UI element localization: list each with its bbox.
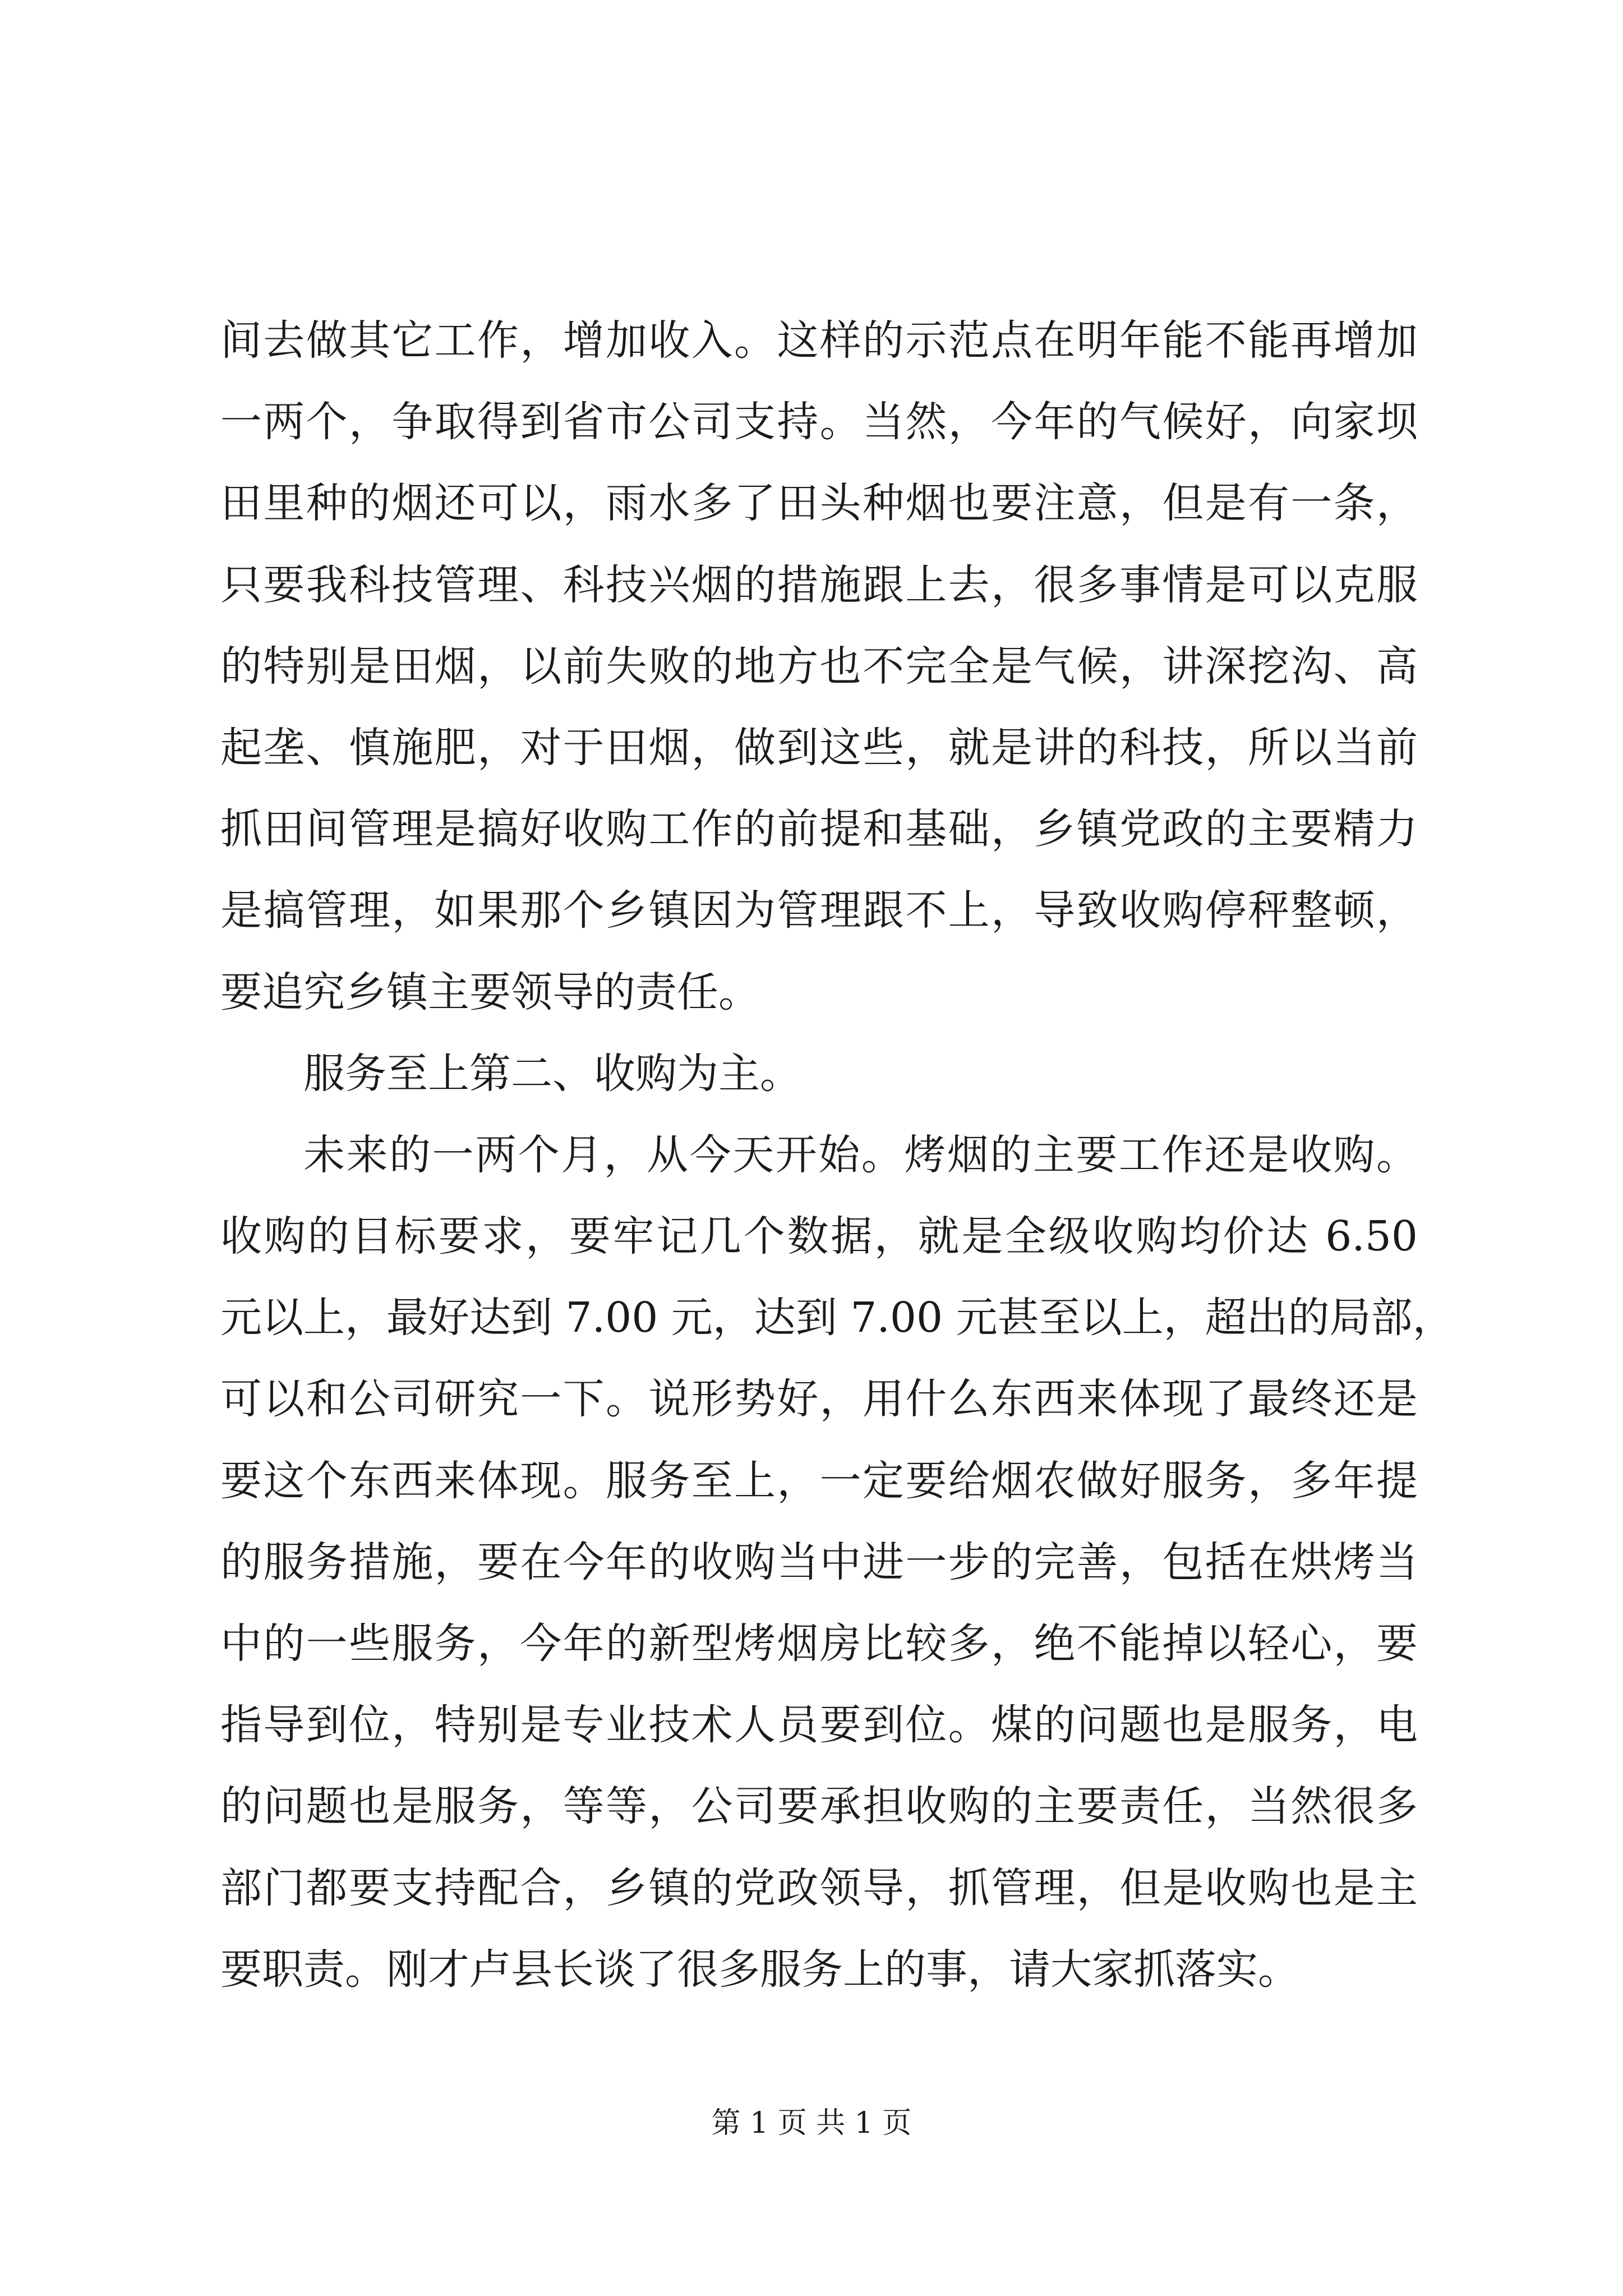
- text-line: 中的一些服务，今年的新型烤烟房比较多，绝不能掉以轻心，要: [220, 1619, 1418, 1668]
- text-line: 抓田间管理是搞好收购工作的前提和基础，乡镇党政的主要精力: [220, 805, 1418, 854]
- text-line: 田里种的烟还可以，雨水多了田头种烟也要注意，但是有一条，: [220, 479, 1418, 528]
- text-line: 指导到位，特别是专业技术人员要到位。煤的问题也是服务，电: [220, 1701, 1418, 1750]
- text-line: 一两个，争取得到省市公司支持。当然，今年的气候好，向家坝: [220, 398, 1418, 447]
- text-line: 是搞管理，如果那个乡镇因为管理跟不上，导致收购停秤整顿，: [220, 886, 1418, 935]
- text-line: 间去做其它工作，增加收入。这样的示范点在明年能不能再增加: [220, 316, 1418, 365]
- section-heading: 服务至上第二、收购为主。: [303, 1049, 801, 1098]
- text-line: 的特别是田烟，以前失败的地方也不完全是气候，讲深挖沟、高: [220, 642, 1418, 691]
- text-line: 部门都要支持配合，乡镇的党政领导，抓管理，但是收购也是主: [220, 1864, 1418, 1912]
- body-text: [220, 300, 1454, 2010]
- text-line: 的问题也是服务，等等，公司要承担收购的主要责任，当然很多: [220, 1782, 1418, 1831]
- text-line: 要追究乡镇主要领导的责任。: [220, 968, 760, 1016]
- page-number-label: 第 1 页 共 1 页: [711, 2106, 912, 2140]
- text-line: 只要我科技管理、科技兴烟的措施跟上去，很多事情是可以克服: [220, 560, 1418, 609]
- text-line: 起垄、慎施肥，对于田烟，做到这些，就是讲的科技，所以当前: [220, 723, 1418, 772]
- text-line: 未来的一两个月，从今天开始。烤烟的主要工作还是收购。: [303, 1130, 1418, 1179]
- text-line: 的服务措施，要在今年的收购当中进一步的完善，包括在烘烤当: [220, 1538, 1418, 1586]
- text-line: 可以和公司研究一下。说形势好，用什么东西来体现了最终还是: [220, 1375, 1418, 1424]
- text-line: 要职责。刚才卢县长谈了很多服务上的事，请大家抓落实。: [220, 1945, 1299, 1994]
- text-line: 要这个东西来体现。服务至上，一定要给烟农做好服务，多年提: [220, 1456, 1418, 1505]
- text-line: 收购的目标要求，要牢记几个数据，就是全级收购均价达 6.50: [220, 1212, 1418, 1261]
- page-footer: [0, 2099, 1623, 2141]
- text-line: 元以上，最好达到 7.00 元，达到 7.00 元甚至以上，超出的局部，: [220, 1294, 1454, 1342]
